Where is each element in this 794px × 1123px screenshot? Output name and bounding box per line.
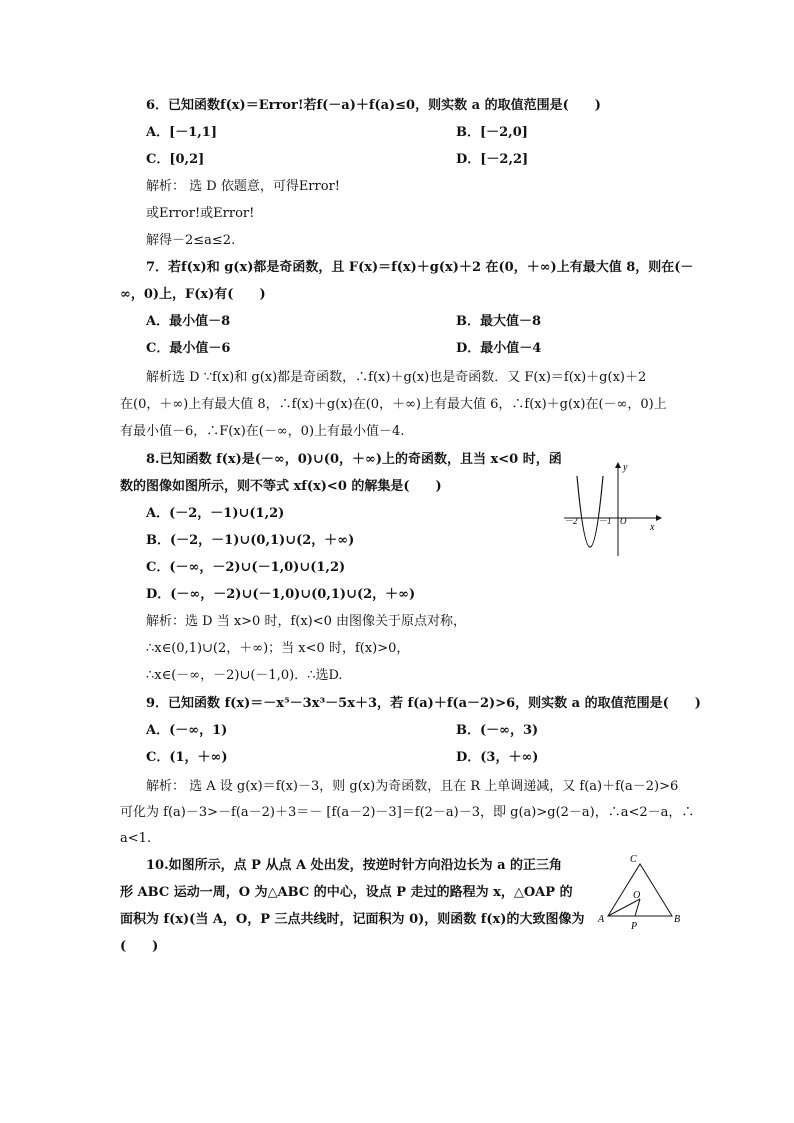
q8-option-b: B．(－2，－1)∪(0,1)∪(2，＋∞) — [146, 533, 355, 548]
q7-solution-line-2: 在(0，＋∞)上有最大值 8，∴f(x)＋g(x)在(0，＋∞)上有最大值 6，∴f(x)＋g(x)在(－∞，0)上 — [120, 397, 667, 412]
q8-origin-label: O — [620, 516, 627, 526]
q10-triangle-figure — [596, 852, 682, 932]
q6-option-d: D．[－2,2] — [456, 152, 529, 167]
q8-option-a: A．(－2，－1)∪(1,2) — [146, 506, 285, 521]
q7-option-b: B．最大值－8 — [456, 314, 542, 329]
q7-stem-line-2: ∞，0)上，F(x)有( ) — [120, 287, 266, 302]
q8-solution-line-2: ∴x∈(0,1)∪(2，＋∞)；当 x<0 时，f(x)>0， — [146, 641, 410, 656]
q8-tick-neg1: －1 — [598, 516, 612, 526]
q6-solution-line-1: 解析： 选 D 依题意，可得Error! — [146, 179, 341, 194]
q8-x-label: x — [650, 522, 655, 533]
q10-label-a: A — [598, 914, 605, 925]
q8-stem-line-1: 8.已知函数 f(x)是(－∞，0)∪(0，＋∞)上的奇函数，且当 x<0 时，函 — [146, 452, 562, 467]
q8-solution-line-1: 解析：选 D 当 x>0 时，f(x)<0 由图像关于原点对称， — [146, 614, 467, 629]
q10-stem-line-3: 面积为 f(x)(当 A，O，P 三点共线时，记面积为 0)，则函数 f(x)的大致图像为 — [120, 912, 585, 927]
q6-option-b: B．[－2,0] — [456, 125, 528, 140]
q9-stem: 9．已知函数 f(x)＝－x⁵－3x³－5x＋3，若 f(a)＋f(a－2)>6，则实数 a 的取值范围是( ) — [146, 696, 701, 711]
q8-tick-neg2: －2 — [564, 516, 578, 526]
q7-option-c: C．最小值－6 — [146, 341, 231, 356]
q9-option-c: C．(1，＋∞) — [146, 750, 228, 765]
q8-y-axis-arrow — [615, 462, 621, 468]
q7-option-a: A．最小值－8 — [146, 314, 231, 329]
q8-option-d: D．(－∞，－2)∪(－1,0)∪(0,1)∪(2，＋∞) — [146, 587, 416, 602]
q6-option-a: A．[－1,1] — [146, 125, 218, 140]
q10-label-b: B — [674, 914, 681, 925]
q9-solution-line-1: 解析： 选 A 设 g(x)＝f(x)－3，则 g(x)为奇函数，且在 R 上单调递减，又 f(a)＋f(a－2)>6 — [146, 779, 679, 794]
q9-option-d: D．(3，＋∞) — [456, 750, 539, 765]
q10-label-p: P — [631, 921, 638, 932]
q8-x-axis-arrow — [656, 515, 662, 521]
q6-option-c: C．[0,2] — [146, 152, 205, 167]
q8-curve — [577, 476, 603, 547]
q6-stem: 6．已知函数f(x)＝Error!若f(－a)＋f(a)≤0，则实数 a 的取值范围是( ) — [146, 98, 601, 113]
q6-solution-line-3: 解得－2≤a≤2. — [146, 233, 236, 248]
q10-stem-line-2: 形 ABC 运动一周，O 为△ABC 的中心，设点 P 走过的路程为 x，△OAP 的 — [120, 885, 573, 900]
q9-solution-line-2: 可化为 f(a)－3>－f(a－2)＋3＝－ [f(a－2)－3]＝f(2－a)－3，即 g(a)>g(2－a)，∴a<2－a，∴ — [120, 805, 695, 820]
q8-y-label: y — [623, 462, 628, 473]
q10-label-o: O — [633, 890, 641, 901]
q10-stem-line-1: 10.如图所示，点 P 从点 A 处出发，按逆时针方向沿边长为 a 的正三角 — [146, 858, 563, 873]
q10-stem-line-4: ( ) — [120, 939, 159, 954]
q9-option-a: A．(－∞，1) — [146, 723, 228, 738]
q7-solution-line-1: 解析选 D ∵f(x)和 g(x)都是奇函数，∴f(x)＋g(x)也是奇函数．又 F(x)＝f(x)＋g(x)＋2 — [146, 370, 647, 385]
q8-stem-line-2: 数的图像如图所示，则不等式 xf(x)<0 的解集是( ) — [120, 479, 442, 494]
q7-solution-line-3: 有最小值－6，∴F(x)在(－∞，0)上有最小值－4. — [120, 424, 405, 439]
q7-option-d: D．最小值－4 — [456, 341, 542, 356]
q8-option-c: C．(－∞，－2)∪(－1,0)∪(1,2) — [146, 560, 346, 575]
q10-label-c: C — [630, 854, 637, 865]
q6-solution-line-2: 或Error!或Error! — [146, 206, 255, 221]
q9-solution-line-3: a<1. — [120, 831, 152, 846]
q9-option-b: B．(－∞，3) — [456, 723, 539, 738]
q7-stem-line-1: 7．若f(x)和 g(x)都是奇函数，且 F(x)＝f(x)＋g(x)＋2 在(0，＋∞)上有最大值 8，则在(－ — [146, 260, 694, 275]
q8-function-graph — [560, 458, 670, 558]
q8-solution-line-3: ∴x∈(－∞，－2)∪(－1,0)．∴选D. — [146, 668, 343, 683]
